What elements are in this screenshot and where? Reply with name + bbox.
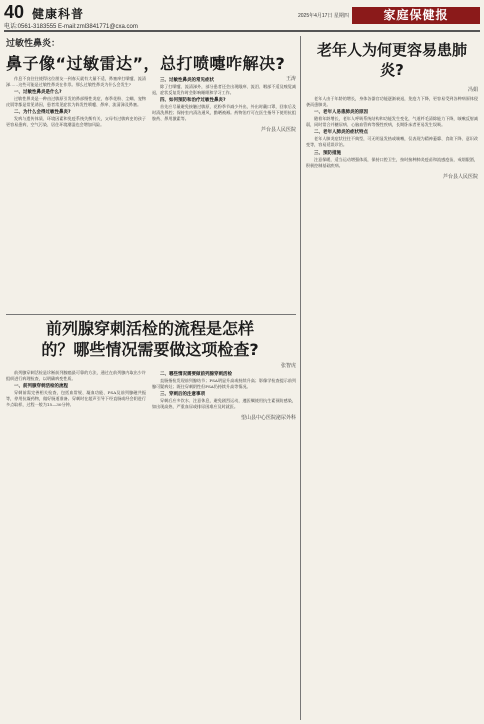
article2-column-right (152, 370, 296, 720)
article1-section-text: 过敏性鼻炎是一种由过敏原引发的鼻部慢性炎症，春季花粉、尘螨、宠物皮屑等都是常见诱因，患者常见症状为阵发性喷嚏、鼻痒、流清涕及鼻塞。 (6, 96, 146, 108)
article3-section-title: 三、预防措施 (314, 150, 341, 156)
article1-intro: 作息不良往往使得这位朋友一到春天就有大量不适，鼻塞痒打喷嚏、流清涕……这些可能是过敏性鼻炎在作祟。那么过敏性鼻炎为什么会发生? (6, 76, 146, 88)
article2-section-title: 一、前列腺穿刺活检的流程 (14, 384, 68, 390)
page-number: 40 (4, 2, 25, 22)
article1-title: 鼻子像“过敏雷达”，总打喷嚏咋解决? (6, 54, 286, 73)
article1-section-title: 四、如何预防和治疗过敏性鼻炎? (160, 98, 226, 104)
article1-section-text: 除了打喷嚏、流清涕外，部分患者还会出现眼痒、流泪、咽部不适及嗅觉减退，症状反复发作时会影响睡眠和学习工作。 (152, 84, 296, 96)
article1-footnote: 芦台县人民医院 (260, 127, 296, 134)
article1-kicker: 过敏性鼻炎： (6, 39, 61, 49)
article3-body (306, 96, 478, 718)
article1-column-right (152, 76, 296, 316)
article3-title: 老年人为何更容易患肺炎? (316, 41, 467, 79)
article1-section-title: 三、过敏性鼻炎的常见症状 (160, 78, 214, 83)
article1-section-title: 一、过敏性鼻炎是什么? (14, 90, 62, 96)
newspaper-brand: 家庭保健报 (352, 7, 480, 24)
article3-section-title: 二、老年人肺炎的症状特点 (314, 130, 368, 136)
article2-section-title: 二、哪些情况需要做前列腺穿刺活检 (160, 372, 232, 377)
article1-author: 王涛 (285, 76, 296, 82)
section-title: 健康科普 (32, 7, 85, 21)
article2-section-text: 直肠指检发现前列腺结节；PSA明显升高或持续升高；影像学检查提示前列腺可疑病灶；既往穿刺阴性但PSA仍持续升高等情况。 (152, 378, 296, 390)
article2-intro: 前列腺穿刺活检是诊断前列腺癌最可靠的方法，通过在前列腺内取出少许组织进行病理检查，以明确病变性质。 (6, 370, 146, 382)
article2-column-left (6, 370, 146, 720)
page-header (0, 0, 484, 30)
article2-title: 前列腺穿刺活检的流程是怎样的？哪些情况需要做这项检查? (41, 319, 259, 359)
article2-section-text: 穿刺后应多饮水、注意休息，避免剧烈运动，遵医嘱使用抗生素预防感染，如出现高热、严重血尿或排尿困难应及时就医。 (152, 398, 296, 410)
column-divider (300, 36, 301, 720)
issue-date: 2025年4月17日 星期四 (298, 13, 349, 19)
article3-section-text: 随着年龄增长，老年人呼吸系统结构和功能发生变化，气道纤毛清除能力下降，咳嗽反射减弱，同时常合并糖尿病、心脑血管病等慢性疾病，长期卧床者更易发生误吸。 (306, 116, 478, 128)
article3-section-text: 老年人肺炎症状往往不典型，可无明显发热或咳嗽，仅表现为精神萎靡、食欲下降、意识改变等，容易延误诊治。 (306, 136, 478, 148)
article1-section-text: 首先应尽量避免接触过敏原，花粉季节减少外出，外出时戴口罩，回家后及时清洗鼻腔；保持室内清洁通风，勤晒被褥。药物治疗可在医生指导下使用抗组胺药、鼻用激素等。 (152, 104, 296, 122)
article3-section-text: 注意保暖，适当运动增强体质，保持口腔卫生，按时接种肺炎疫苗和流感疫苗，戒烟限酒，积极控制基础疾病。 (306, 156, 478, 168)
article2-section-title: 三、穿刺后的注意事项 (160, 392, 205, 398)
header-rule (4, 30, 480, 32)
article-divider (6, 314, 296, 315)
contact-info: 电话:0561-3183555 E-mail:zml3841771@cxa.com (4, 24, 138, 30)
article3-author: 冯娟 (467, 87, 478, 93)
article3-intro: 老年人由于年龄的增长，身体各器官功能逐渐衰退，免疫力下降，更容易受到各种病原体侵袭而患肺炎。 (306, 96, 478, 108)
article2-footnote: 望山县中心医院泌尿外科 (240, 415, 296, 422)
article3-footnote: 芦台县人民医院 (442, 173, 478, 180)
article2-section-text: 穿刺前需完善相关检查，包括血常规、凝血功能、PSA及前列腺磁共振等，停用抗凝药物，做好肠道准备。穿刺时在超声引导下经直肠或经会阴进行多点取样，过程一般为15—30分钟。 (6, 390, 146, 408)
article1-section-title: 二、为什么会得过敏性鼻炎? (14, 110, 71, 116)
article1-column-left (6, 76, 146, 316)
article2-author: 张智虎 (280, 363, 296, 369)
article3-section-title: 一、老年人易患肺炎的原因 (314, 110, 368, 116)
article1-section-text: 发病与遗传体质、环境因素和免疫系统失衡有关，父母有过敏病史的孩子更容易患病，空气污染、居住环境潮湿也会增加风险。 (6, 116, 146, 128)
